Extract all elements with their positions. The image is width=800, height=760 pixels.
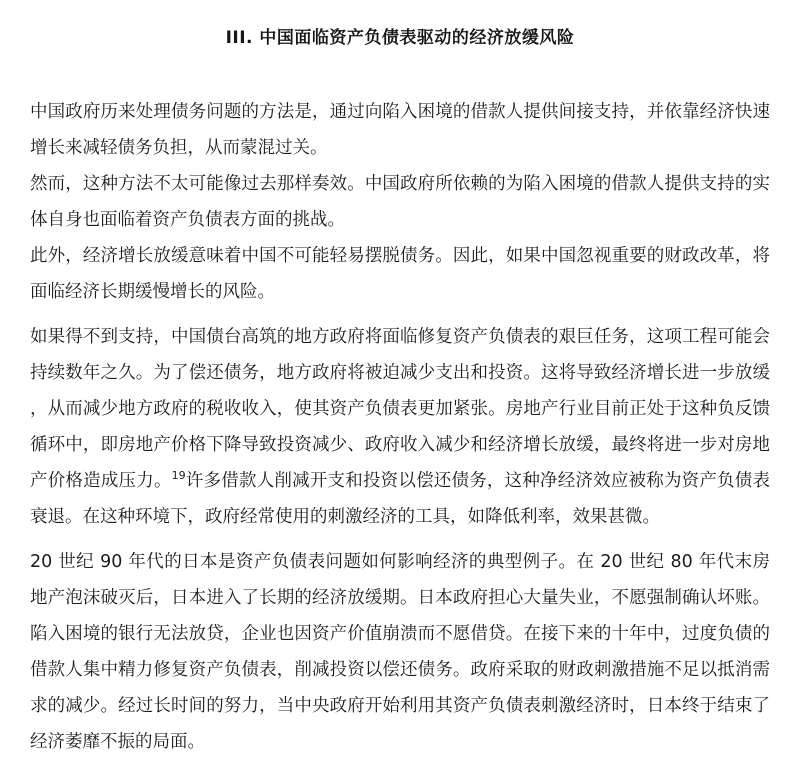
footnote-reference-19[interactable]: 19 [171, 469, 186, 483]
paragraph-4 [30, 319, 770, 535]
section-title: III. 中国面临资产负债表驱动的经济放缓风险 [225, 28, 575, 48]
paragraph-3: 此外，经济增长放缓意味着中国不可能轻易摆脱债务。因此，如果中国忽视重要的财政改革，将面临经济长期缓慢增长的风险。 [30, 246, 770, 302]
paragraph-1: 中国政府历来处理债务问题的方法是，通过向陷入困境的借款人提供间接支持，并依靠经济快速增长来减轻债务负担，从而蒙混过关。 [30, 102, 770, 158]
paragraph-2: 然而，这种方法不太可能像过去那样奏效。中国政府所依赖的为陷入困境的借款人提供支持的实体自身也面临着资产负债表方面的挑战。 [30, 174, 770, 230]
paragraph-4-text-before-footnote: 如果得不到支持，中国债台高筑的地方政府将面临修复资产负债表的艰巨任务，这项工程可能会持续数年之久。为了偿还债务，地方政府将被迫减少支出和投资。这将导致经济增长进一步放缓，从而减少地方政府的税收收入，使其资产负债表更加紧张。房地产行业目前正处于这种负反馈循环中，即房地产价格下降导致投资减少、政府收入减少和经济增长放缓，最终将进一步对房地产价格造成压力。 [30, 327, 770, 491]
paragraph-4-text-after-footnote: 许多借款人削减开支和投资以偿还债务，这种净经济效应被称为资产负债表衰退。在这种环境下，政府经常使用的刺激经济的工具，如降低利率，效果甚微。 [30, 471, 771, 527]
paragraph-5: 20 世纪 90 年代的日本是资产负债表问题如何影响经济的典型例子。在 20 世纪 80 年代末房地产泡沫破灭后，日本进入了长期的经济放缓期。日本政府担心大量失业，不愿强制确认坏账。陷入困境的银行无法放贷，企业也因资产价值崩溃而不愿借贷。在接下来的十年中，过度负债的借款人集中精力修复资产负债表，削减投资以偿还债务。政府采取的财政刺激措施不足以抵消需求的减少。经过长时间的努力，当中央政府开始利用其资产负债表刺激经济时，日本终于结束了经济萎靡不振的局面。 [30, 552, 770, 752]
document-body [30, 94, 770, 760]
